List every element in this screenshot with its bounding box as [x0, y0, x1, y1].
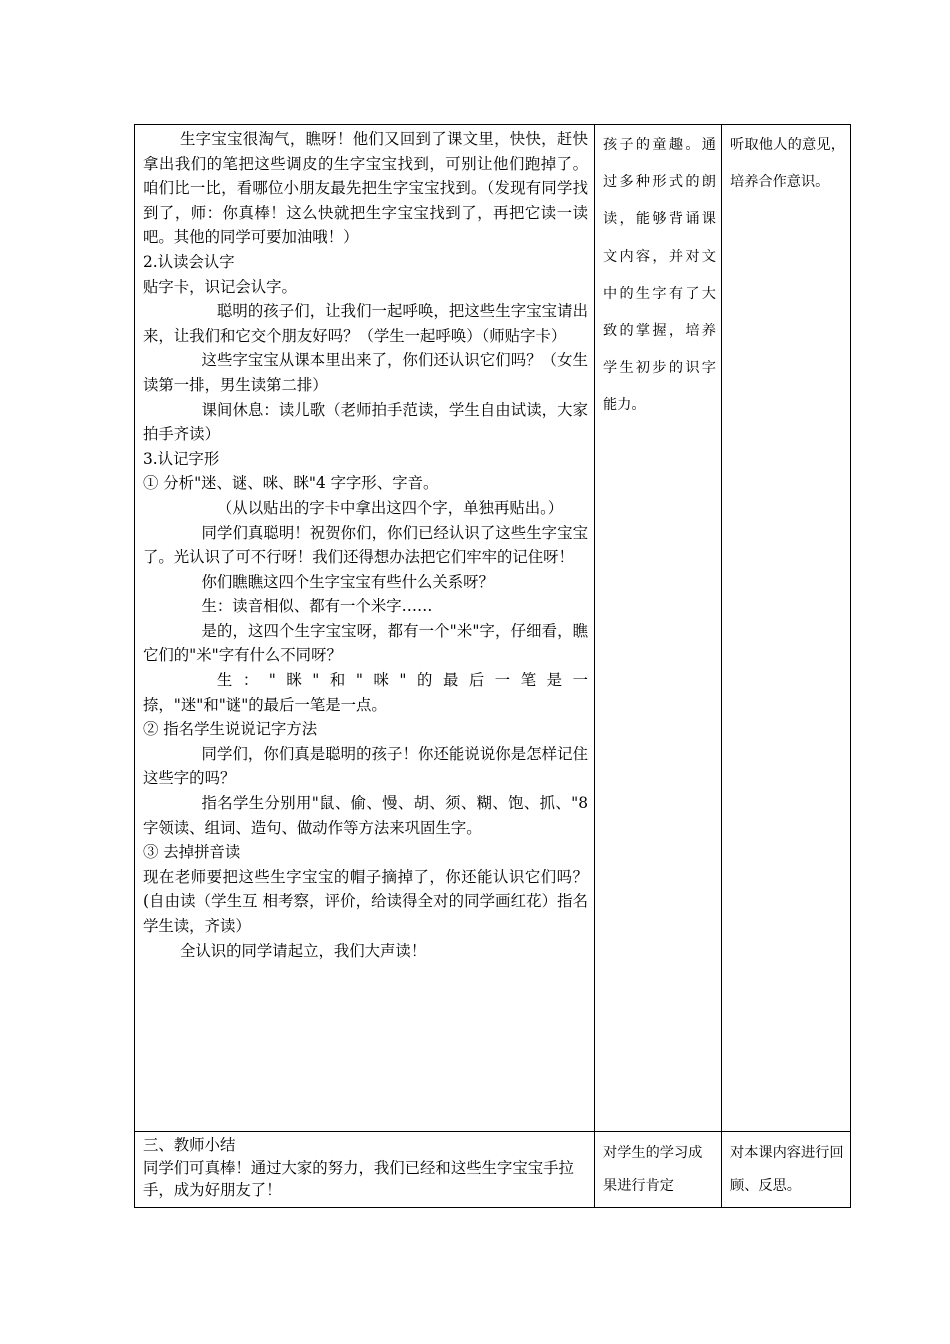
paragraph: 是的，这四个生字宝宝呀，都有一个"米"字，仔细看，瞧它们的"米"字有什么不同呀？: [143, 621, 588, 665]
paragraph: 生：读音相似、都有一个米字……: [201, 597, 433, 616]
teaching-process-cell: [135, 125, 595, 1132]
learning-goal-cell: [722, 1132, 851, 1208]
table-row: [135, 1132, 851, 1208]
paragraph: 同学们可真棒！通过大家的努力，我们已经和这些生字宝宝手拉手，成为好朋友了！: [143, 1158, 574, 1199]
paragraph: 生字宝宝很淘气，瞧呀！他们又回到了课文里，快快，赶快拿出我们的笔把这些调皮的生字宝宝找到，可别让他们跑掉了。咱们比一比，看哪位小朋友最先把生字宝宝找到。（发现有同学找到了，师：你真棒！这么快就把生字宝宝找到了，再把它读一读吧。其他的同学可要加油哦！）: [143, 130, 588, 247]
teaching-process-cell: [135, 1132, 595, 1208]
paragraph: 课间休息：读儿歌（老师拍手范读，学生自由试读，大家拍手齐读）: [143, 400, 588, 444]
learning-goal-text: 听取他人的意见，培养合作意识。: [730, 137, 845, 191]
design-intent-text: 孩子的童趣。通过多种形式的朗读，能够背诵课文内容，并对文中的生字有了大致的掌握，培养学生初步的识字能力。: [603, 137, 716, 414]
section-heading: 3.认记字形: [143, 449, 220, 468]
paragraph: 贴字卡，识记会认字。: [143, 277, 297, 296]
section-heading: 三、教师小结: [143, 1136, 236, 1154]
section-heading: 2.认读会认字: [143, 252, 235, 271]
paragraph: 这些字宝宝从课本里出来了，你们还认识它们吗？（女生读第一排，男生读第二排）: [143, 351, 588, 394]
learning-goal-text: 对本课内容进行回顾、反思。: [730, 1145, 844, 1194]
paragraph: 你们瞧瞧这四个生字宝宝有些什么关系呀？: [201, 572, 494, 591]
paragraph: 全认识的同学请起立，我们大声读！: [179, 941, 427, 960]
paragraph: （从以贴出的字卡中拿出这四个字，单独再贴出。）: [216, 498, 564, 517]
paragraph: 同学们真聪明！祝贺你们，你们已经认识了这些生字宝宝了。光认识了可不行呀！我们还得想办法把它们牢牢的记住呀！: [143, 523, 588, 567]
design-intent-cell: [595, 1132, 722, 1208]
design-intent-text: 对学生的学习成果进行肯定: [603, 1145, 703, 1194]
lesson-plan-table: [134, 124, 851, 1208]
paragraph: 聪明的孩子们，让我们一起呼唤，把这些生字宝宝请出来，让我们和它交个朋友好吗？（学生一起呼唤）（师贴字卡）: [143, 302, 588, 345]
paragraph: 生："眯"和"咪"的最后一笔是一: [216, 671, 588, 690]
paragraph: ② 指名学生说说记字方法: [143, 720, 318, 739]
paragraph: 捺，"迷"和"谜"的最后一笔是一点。: [143, 695, 387, 714]
design-intent-cell: [595, 125, 722, 1132]
paragraph: ③ 去掉拼音读: [143, 843, 241, 862]
paragraph: ① 分析"迷、谜、咪、眯"4 字字形、字音。: [143, 474, 439, 493]
paragraph: 现在老师要把这些生字宝宝的帽子摘掉了，你还能认识它们吗？(自由读（学生互 相考察，评价，给读得全对的同学画红花）指名学生读，齐读）: [143, 867, 588, 935]
paragraph: 同学们，你们真是聪明的孩子！你还能说说你是怎样记住这些字的吗？: [143, 744, 588, 788]
learning-goal-cell: [722, 125, 851, 1132]
table-row: [135, 125, 851, 1132]
paragraph: 指名学生分别用"鼠、偷、慢、胡、须、糊、饱、抓、"8 字领读、组词、造句、做动作等方法来巩固生字。: [143, 794, 588, 837]
